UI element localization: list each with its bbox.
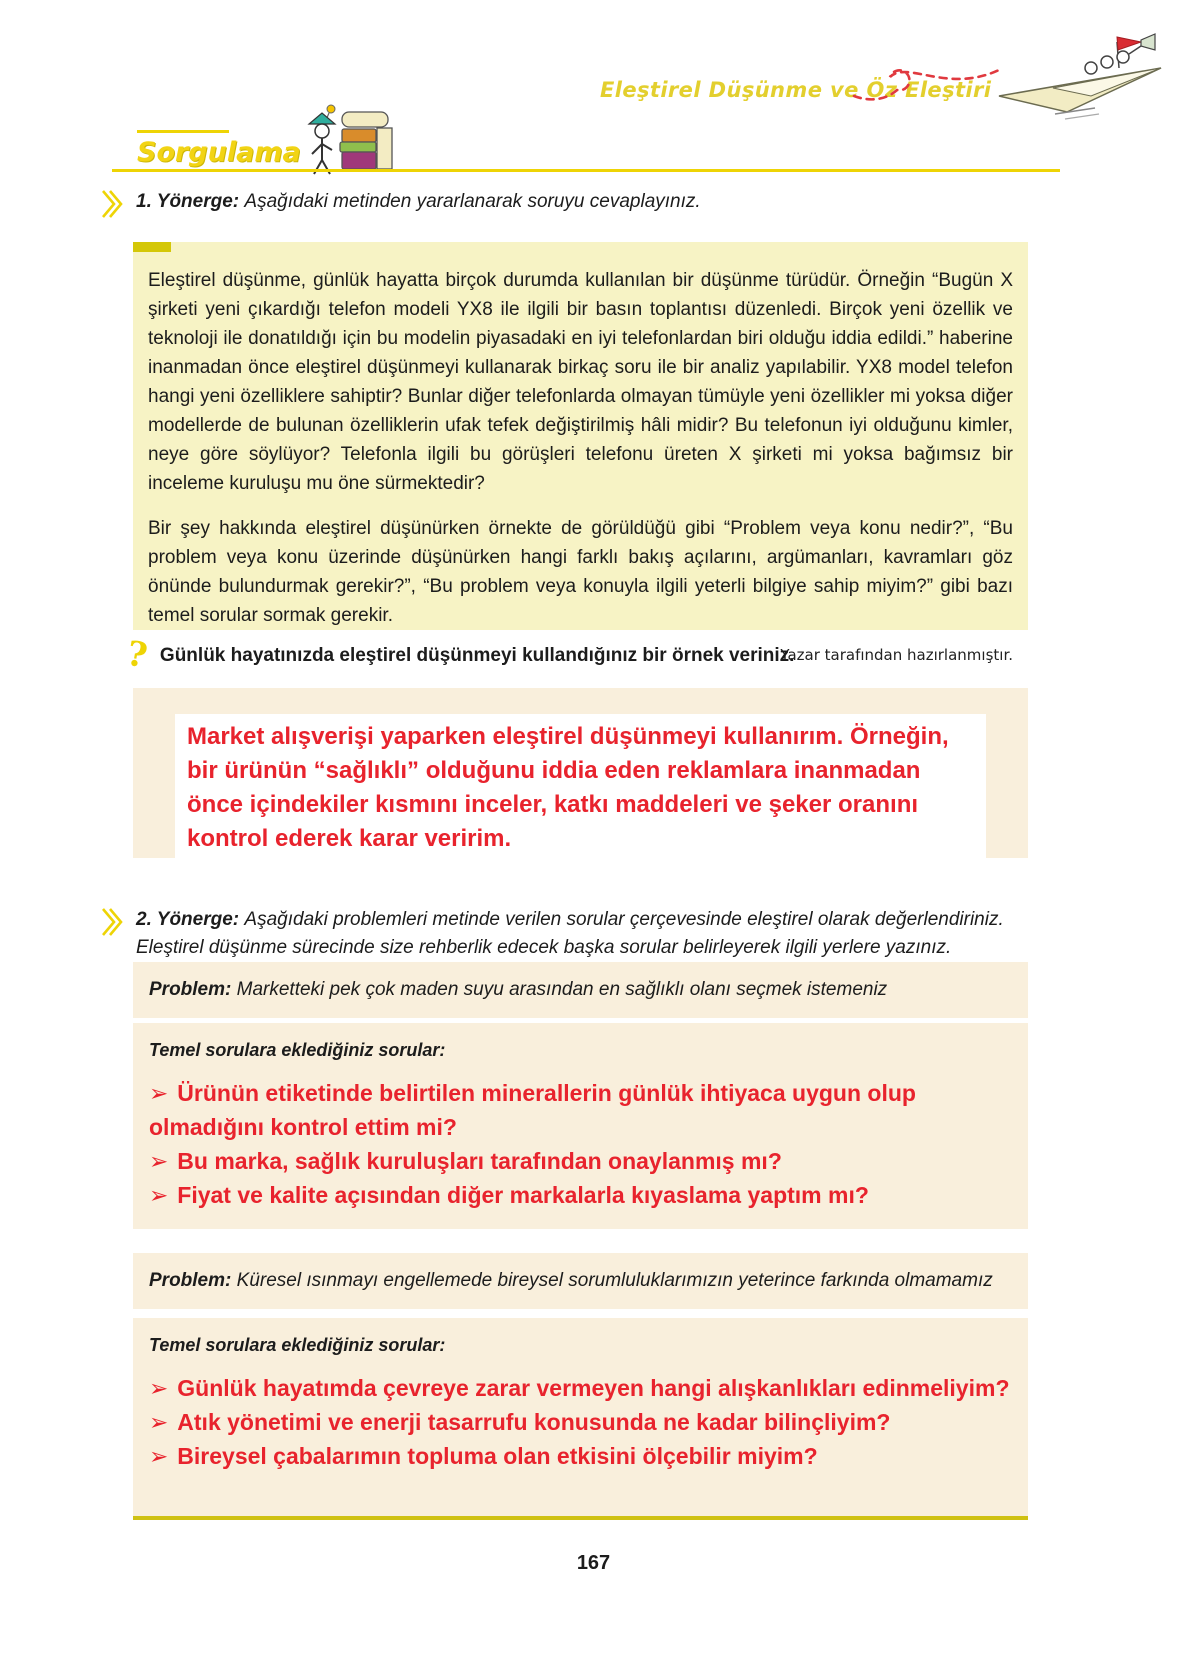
added-question bbox=[149, 1439, 1012, 1473]
added-questions-2-box bbox=[133, 1318, 1028, 1520]
problem-2-box bbox=[133, 1253, 1028, 1309]
answer-panel bbox=[175, 714, 986, 866]
added-question bbox=[149, 1144, 1012, 1178]
directive-1 bbox=[100, 188, 1065, 219]
corner-tab-decoration bbox=[133, 242, 171, 252]
page-number: 167 bbox=[576, 1552, 611, 1574]
reading-paragraph-1: Eleştirel düşünme, günlük hayatta birçok durumda kullanılan bir düşünme türüdür. Örneğin “Bugün X şirketi yeni çıkardığı telefon modeli YX8 ile ilgili bir basın toplantısı düzenledi. Birçok yeni özellik ve teknoloji ile donatıldığı için bu modelin piyasadaki en iyi telefonlardan biri olduğu iddia edildi.” haberine inanmadan önce eleştirel düşünmeyi kullanarak birkaç soru ile bir analiz yapılabilir. YX8 model telefon hangi yeni özelliklere sahiptir? Bunlar diğer telefonlarda olmayan tümüyle yeni özellikler mi yoksa diğer modellerde de bulunan özelliklerin ufak tefek değiştirilmiş hâli midir? Bu telefonun iyi olduğunu kimler, neye göre söylüyor? Telefonla ilgili bu görüşleri telefonu üreten X şirketi mi yoksa bağımsız bir inceleme kuruluşu mu öne sürmektedir? bbox=[148, 270, 1013, 494]
double-chevron-icon bbox=[100, 189, 124, 219]
added-question-text: Atık yönetimi ve enerji tasarrufu konusunda ne kadar bilinçliyim? bbox=[177, 1409, 891, 1435]
section-title: Sorgulama bbox=[137, 137, 301, 168]
added-question bbox=[149, 1076, 1012, 1144]
added-question bbox=[149, 1178, 1012, 1212]
question-1-text: Günlük hayatınızda eleştirel düşünmeyi kullandığınız bir örnek veriniz. bbox=[159, 645, 795, 666]
added-questions-1-box bbox=[133, 1023, 1028, 1229]
chapter-header-title: Eleştirel Düşünme ve Öz Eleştiri bbox=[600, 78, 992, 102]
arrow-bullet-icon: ➢ bbox=[149, 1148, 169, 1174]
reading-paragraph-2: Bir şey hakkında eleştirel düşünürken örnekte de görüldüğü gibi “Problem veya konu nedir?”, “Bu problem veya konu üzerinde düşünürken hangi farklı bakış açılarını, argümanları, kavramları göz önünde bulundurmak gerekir?”, “Bu problem veya konuyla ilgili yeterli bilgiye sahip miyim?” gibi bazı temel sorular sormak gerekir. bbox=[148, 518, 1013, 626]
directive-2 bbox=[100, 906, 1065, 962]
added-question-text: Fiyat ve kalite açısından diğer markalarla kıyaslama yaptım mı? bbox=[177, 1182, 869, 1208]
problem-2-label: Problem: bbox=[149, 1270, 232, 1291]
added-question bbox=[149, 1405, 1012, 1439]
added-questions-1-label: Temel sorulara eklediğiniz sorular: bbox=[149, 1040, 446, 1060]
added-question bbox=[149, 1371, 1012, 1405]
attribution-note: Yazar tarafından hazırlanmıştır. bbox=[780, 646, 1013, 664]
book-stack-illustration bbox=[300, 100, 396, 178]
added-question-text: Bu marka, sağlık kuruluşları tarafından onaylanmış mı? bbox=[177, 1148, 782, 1174]
problem-1-text: Marketteki pek çok maden suyu arasından en sağlıklı olanı seçmek istemeniz bbox=[236, 979, 888, 1000]
question-1 bbox=[123, 633, 1042, 677]
added-question-text: Bireysel çabalarımın topluma olan etkisini ölçebilir miyim? bbox=[177, 1443, 818, 1469]
question-mark-icon: ? bbox=[123, 633, 151, 677]
directive-2-label: 2. Yönerge: bbox=[136, 909, 240, 930]
added-question-text: Ürünün etiketinde belirtilen minerallerin günlük ihtiyaca uygun olup olmadığını kontrol ettim mi? bbox=[149, 1080, 916, 1140]
arrow-bullet-icon: ➢ bbox=[149, 1409, 169, 1435]
added-questions-2-label: Temel sorulara eklediğiniz sorular: bbox=[149, 1335, 446, 1355]
problem-1-box bbox=[133, 962, 1028, 1018]
added-question-text: Günlük hayatımda çevreye zarar vermeyen hangi alışkanlıkları edinmeliyim? bbox=[177, 1375, 1010, 1401]
student-answer-text: Market alışverişi yaparken eleştirel düşünmeyi kullanırım. Örneğin, bir ürünün “sağlıklı” olduğunu iddia eden reklamlara inanmadan önce içindekiler kısmını inceler, katkı maddeleri ve şeker oranını kontrol ederek karar veririm. bbox=[187, 723, 949, 852]
problem-2-text: Küresel ısınmayı engellemede bireysel sorumluluklarımızın yeterince farkında olmamamız bbox=[236, 1270, 993, 1291]
arrow-bullet-icon: ➢ bbox=[149, 1182, 169, 1208]
section-rule-top bbox=[137, 130, 229, 133]
section-rule-bottom bbox=[112, 169, 1060, 172]
directive-2-text: Aşağıdaki problemleri metinde verilen sorular çerçevesinde eleştirel olarak değerlendiriniz. Eleştirel düşünme sürecinde size rehberlik edecek başka sorular belirleyerek ilgili yerlere yazınız. bbox=[136, 909, 1004, 958]
dashed-path-decoration bbox=[852, 52, 1002, 110]
double-chevron-icon bbox=[100, 907, 124, 937]
directive-1-label: 1. Yönerge: bbox=[136, 191, 240, 212]
arrow-bullet-icon: ➢ bbox=[149, 1443, 169, 1469]
paper-airplane-illustration bbox=[995, 30, 1165, 120]
arrow-bullet-icon: ➢ bbox=[149, 1375, 169, 1401]
directive-1-text: Aşağıdaki metinden yararlanarak soruyu cevaplayınız. bbox=[244, 191, 701, 212]
answer-box bbox=[133, 688, 1028, 858]
arrow-bullet-icon: ➢ bbox=[149, 1080, 169, 1106]
problem-1-label: Problem: bbox=[149, 979, 232, 1000]
